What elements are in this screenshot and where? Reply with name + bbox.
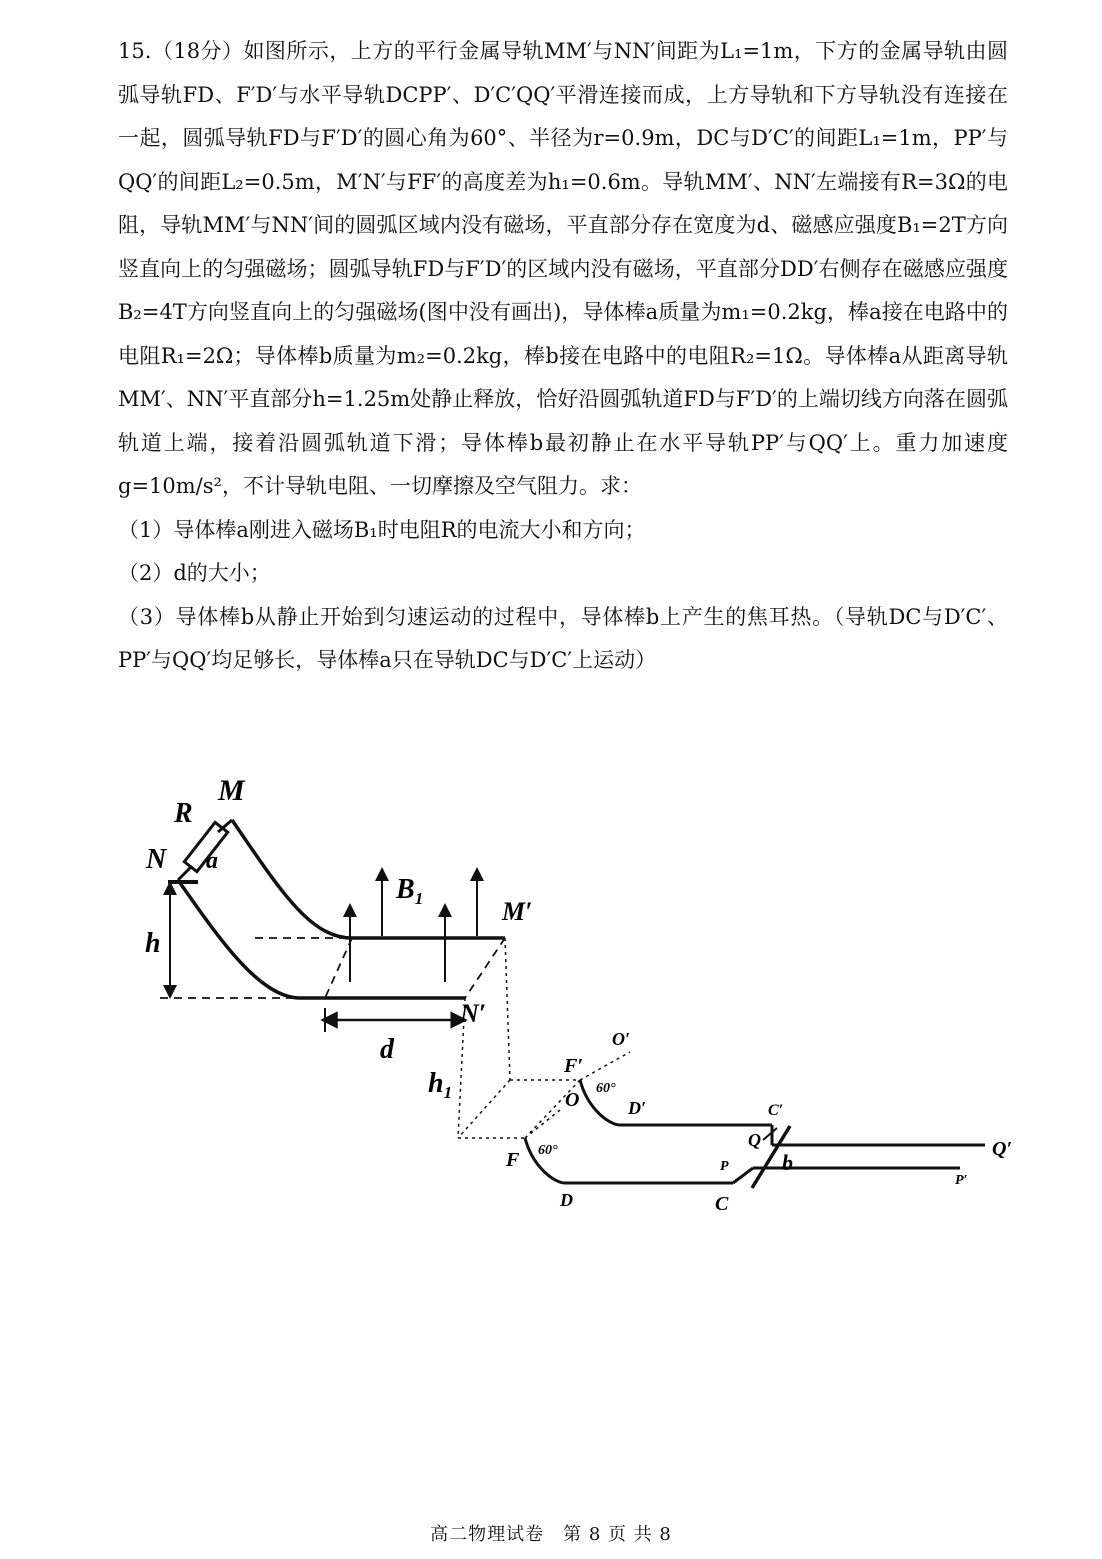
label-o: O [565,1089,580,1111]
label-b: b [782,1150,793,1175]
field-right-dash [465,938,505,998]
label-d: d [380,1034,394,1065]
label-d-bottom: D [560,1190,573,1210]
projection-box [458,938,580,1138]
label-c: C [715,1193,729,1215]
label-b1: $B_1$ [396,874,424,908]
label-m-prime: M′ [502,897,533,926]
resistor-r [178,820,232,880]
question-2: （2）d的大小； [118,561,271,585]
q-mark [763,1128,777,1140]
question-3: （3）导体棒b从静止开始到匀速运动的过程中，导体棒b上产生的焦耳热。（导轨DC与D′C′、PP′与QQ′均足够长，导体棒a只在导轨DC与D′C′上运动） [118,604,1008,672]
label-m: M [218,774,245,807]
label-angle-bottom: 60° [538,1143,558,1158]
label-angle-top: 60° [596,1081,616,1096]
label-c-prime: C′ [768,1102,784,1119]
label-h1: $h_1$ [428,1068,453,1102]
label-r: R [174,798,193,829]
page-footer: 高二物理试卷 第 8 页 共 8 [430,1524,672,1545]
label-f: F [506,1149,520,1171]
radius-line-bottom [525,1110,560,1138]
label-q-prime: Q′ [992,1138,1013,1160]
label-f-prime: F′ [564,1055,583,1077]
question-1: （1）导体棒a刚进入磁场B₁时电阻R的电流大小和方向； [118,517,646,542]
label-q: Q [748,1130,761,1150]
problem-stem: 15.（18分）如图所示，上方的平行金属导轨MM′与NN′间距为L₁=1m，下方的金属导轨由圆弧导轨FD、F′D′与水平导轨DCPP′、D′C′QQ′平滑连接而成，上方导轨和下方导轨没有连接在一起，圆弧导轨FD与F′D′的圆心角为60°、半径为r=0.9m，DC与D′C′的间距L₁=1m，PP′与QQ′的间距L₂=0.5m，M′N′与FF′的高度差为h₁=0.6m。导轨MM′、NN′左端接有R=3Ω的电阻，导轨MM′与NN′间的圆弧区域内没有磁场，平直部分存在宽度为d、磁感应强度B₁=2T方向竖直向上的匀强磁场；圆弧导轨FD与F′D′的区域内没有磁场，平直部分DD′右侧存在磁感应强度B₂=4T方向竖直向上的匀强磁场(图中没有画出)，导体棒a质量为m₁=0.2kg，棒a接在电路中的电阻R₁=2Ω；导体棒b质量为m₂=0.2kg，棒b接在电路中的电阻R₂=1Ω。导体棒a从距离导轨MM′、NN′平直部分h=1.25m处静止释放，恰好沿圆弧轨道FD与F′D′的上端切线方向落在圆弧轨道上端，接着沿圆弧轨道下滑；导体棒b最初静止在水平导轨PP′与QQ′上。重力加速度g=10m/s²，不计导轨电阻、一切摩擦及空气阻力。求： [118,39,1008,498]
rail-mm-prime [232,820,505,938]
radius-line-top [580,1052,630,1080]
label-p-prime: P′ [955,1173,968,1188]
problem-text [118,30,1008,683]
label-n: N [146,844,167,875]
step-c-p [733,1168,753,1183]
field-left-dash [325,938,352,998]
label-h: h [145,928,161,959]
label-a: a [206,848,218,874]
label-p: P [720,1159,729,1174]
rail-diagram [140,770,1040,1230]
label-d-prime: D′ [628,1098,647,1118]
label-n-prime: N′ [460,999,487,1028]
label-o-prime: O′ [612,1029,631,1049]
